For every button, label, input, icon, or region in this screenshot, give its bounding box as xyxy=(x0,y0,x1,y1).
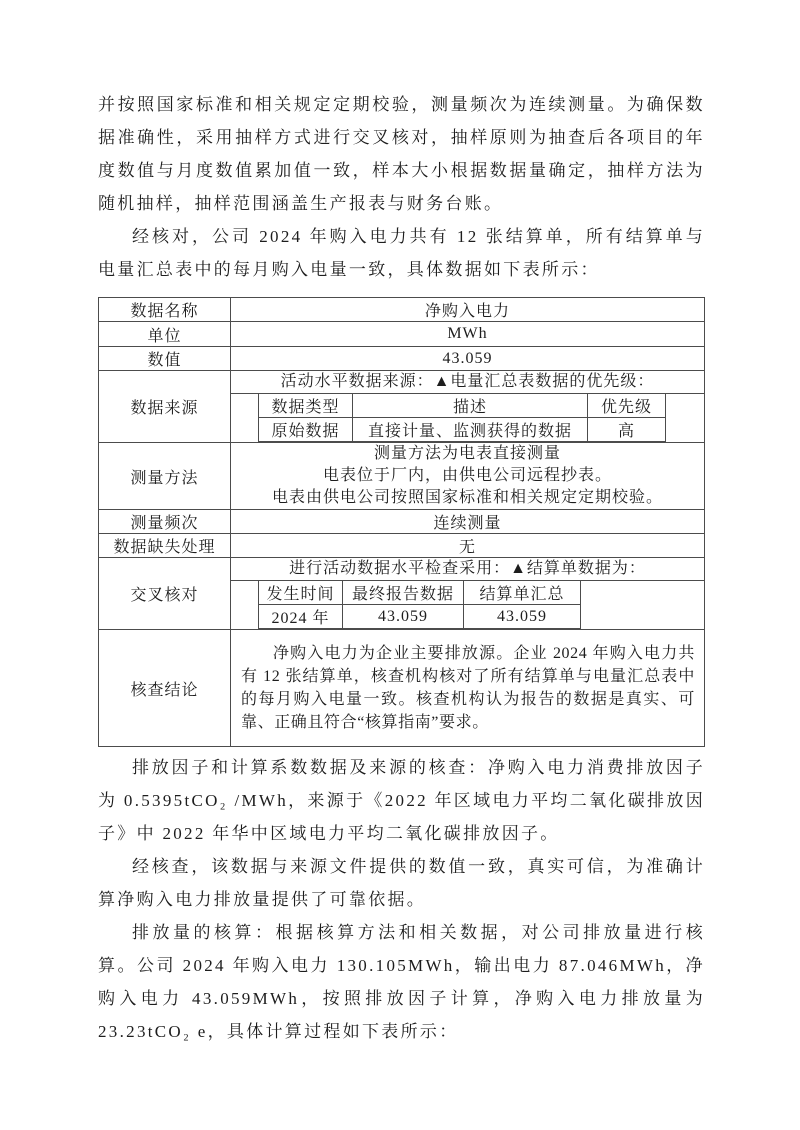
data-source-cell xyxy=(231,371,705,443)
subtable-cell-report: 43.059 xyxy=(343,605,464,629)
table-row-data-name xyxy=(99,298,705,322)
row-label: 数值 xyxy=(99,347,231,371)
paragraph-emission-calculation: 排放量的核算：根据核算方法和相关数据，对公司排放量进行核算。公司 2024 年购入电力 130.105MWh，输出电力 87.046MWh，净购入电力 43.059MWh，按照排放因子计算，净购入电力排放量为 23.23tCO₂ e，具体计算过程如下表所示： xyxy=(98,923,705,1041)
row-label: 核查结论 xyxy=(99,630,231,747)
subtable-header-row xyxy=(259,581,581,605)
row-label: 交叉核对 xyxy=(99,558,231,630)
subtable-data-row xyxy=(259,418,666,442)
subtable-cell-type: 原始数据 xyxy=(259,418,353,442)
table-row-cross-check xyxy=(99,558,705,630)
row-label: 数据缺失处理 xyxy=(99,534,231,558)
table-row-value xyxy=(99,347,705,371)
table-row-unit xyxy=(99,322,705,347)
table-row-data-source xyxy=(99,371,705,443)
subtable-cell-time: 2024 年 xyxy=(259,605,343,629)
activity-data-verification-table xyxy=(98,297,705,747)
subtable-cell-priority: 高 xyxy=(588,418,666,442)
measurement-method-cell xyxy=(231,443,705,510)
table-row-missing-data xyxy=(99,534,705,558)
conclusion-text: 净购入电力为企业主要排放源。企业 2024 年购入电力共有 12 张结算单，核查机构核对了所有结算单与电量汇总表中的每月购入电量一致。核查机构认为报告的数据是真实、可靠、正确且符合“核算指南”要求。 xyxy=(241,645,695,731)
subtable-header-row xyxy=(259,394,666,418)
subtable-data-row xyxy=(259,605,581,629)
row-label: 数据来源 xyxy=(99,371,231,443)
data-source-header: 活动水平数据来源：▲电量汇总表数据的优先级： xyxy=(231,371,704,394)
row-value: MWh xyxy=(231,322,705,347)
paragraph-emission-factor: 排放因子和计算系数数据及来源的核查：净购入电力消费排放因子为 0.5395tCO₂ /MWh，来源于《2022 年区域电力平均二氧化碳排放因子》中 2022 年华中区域电力平均二氧化碳排放因子。 xyxy=(98,758,705,843)
priority-subtable xyxy=(258,394,666,442)
row-label: 测量频次 xyxy=(99,510,231,534)
paragraph-settlement-check-intro: 经核对，公司 2024 年购入电力共有 12 张结算单，所有结算单与电量汇总表中的每月购入电量一致，具体数据如下表所示： xyxy=(98,227,705,279)
method-line: 电表由供电公司按照国家标准和相关规定定期校验。 xyxy=(271,489,663,506)
subtable-cell-desc: 直接计量、监测获得的数据 xyxy=(353,418,588,442)
method-line: 电表位于厂内，由供电公司远程抄表。 xyxy=(322,467,612,484)
subtable-col-settlement: 结算单汇总 xyxy=(464,581,581,605)
table-row-measurement-method xyxy=(99,443,705,510)
row-value: 连续测量 xyxy=(231,510,705,534)
paragraph-calibration-sampling: 并按照国家标准和相关规定定期校验，测量频次为连续测量。为确保数据准确性，采用抽样方式进行交叉核对，抽样原则为抽查后各项目的年度数值与月度数值累加值一致，样本大小根据数据量确定，抽样方法为随机抽样，抽样范围涵盖生产报表与财务台账。 xyxy=(98,95,705,213)
method-line: 测量方法为电表直接测量 xyxy=(373,445,561,462)
subtable-col-time: 发生时间 xyxy=(259,581,343,605)
subtable-cell-settlement: 43.059 xyxy=(464,605,581,629)
subtable-col-report: 最终报告数据 xyxy=(343,581,464,605)
table-row-measurement-frequency xyxy=(99,510,705,534)
row-label: 数据名称 xyxy=(99,298,231,322)
row-value: 43.059 xyxy=(231,347,705,371)
conclusion-cell xyxy=(231,630,705,747)
paragraph-factor-verified: 经核查，该数据与来源文件提供的数值一致，真实可信，为准确计算净购入电力排放量提供了可靠依据。 xyxy=(98,857,705,909)
cross-check-subtable xyxy=(258,581,581,629)
cross-check-header: 进行活动数据水平检查采用：▲结算单数据为： xyxy=(231,558,704,581)
page-content xyxy=(98,88,705,1048)
row-value: 净购入电力 xyxy=(231,298,705,322)
subtable-col-desc: 描述 xyxy=(353,394,588,418)
cross-check-cell xyxy=(231,558,705,630)
subtable-col-priority: 优先级 xyxy=(588,394,666,418)
table-row-conclusion xyxy=(99,630,705,747)
row-label: 测量方法 xyxy=(99,443,231,510)
row-value: 无 xyxy=(231,534,705,558)
row-label: 单位 xyxy=(99,322,231,347)
subtable-col-type: 数据类型 xyxy=(259,394,353,418)
